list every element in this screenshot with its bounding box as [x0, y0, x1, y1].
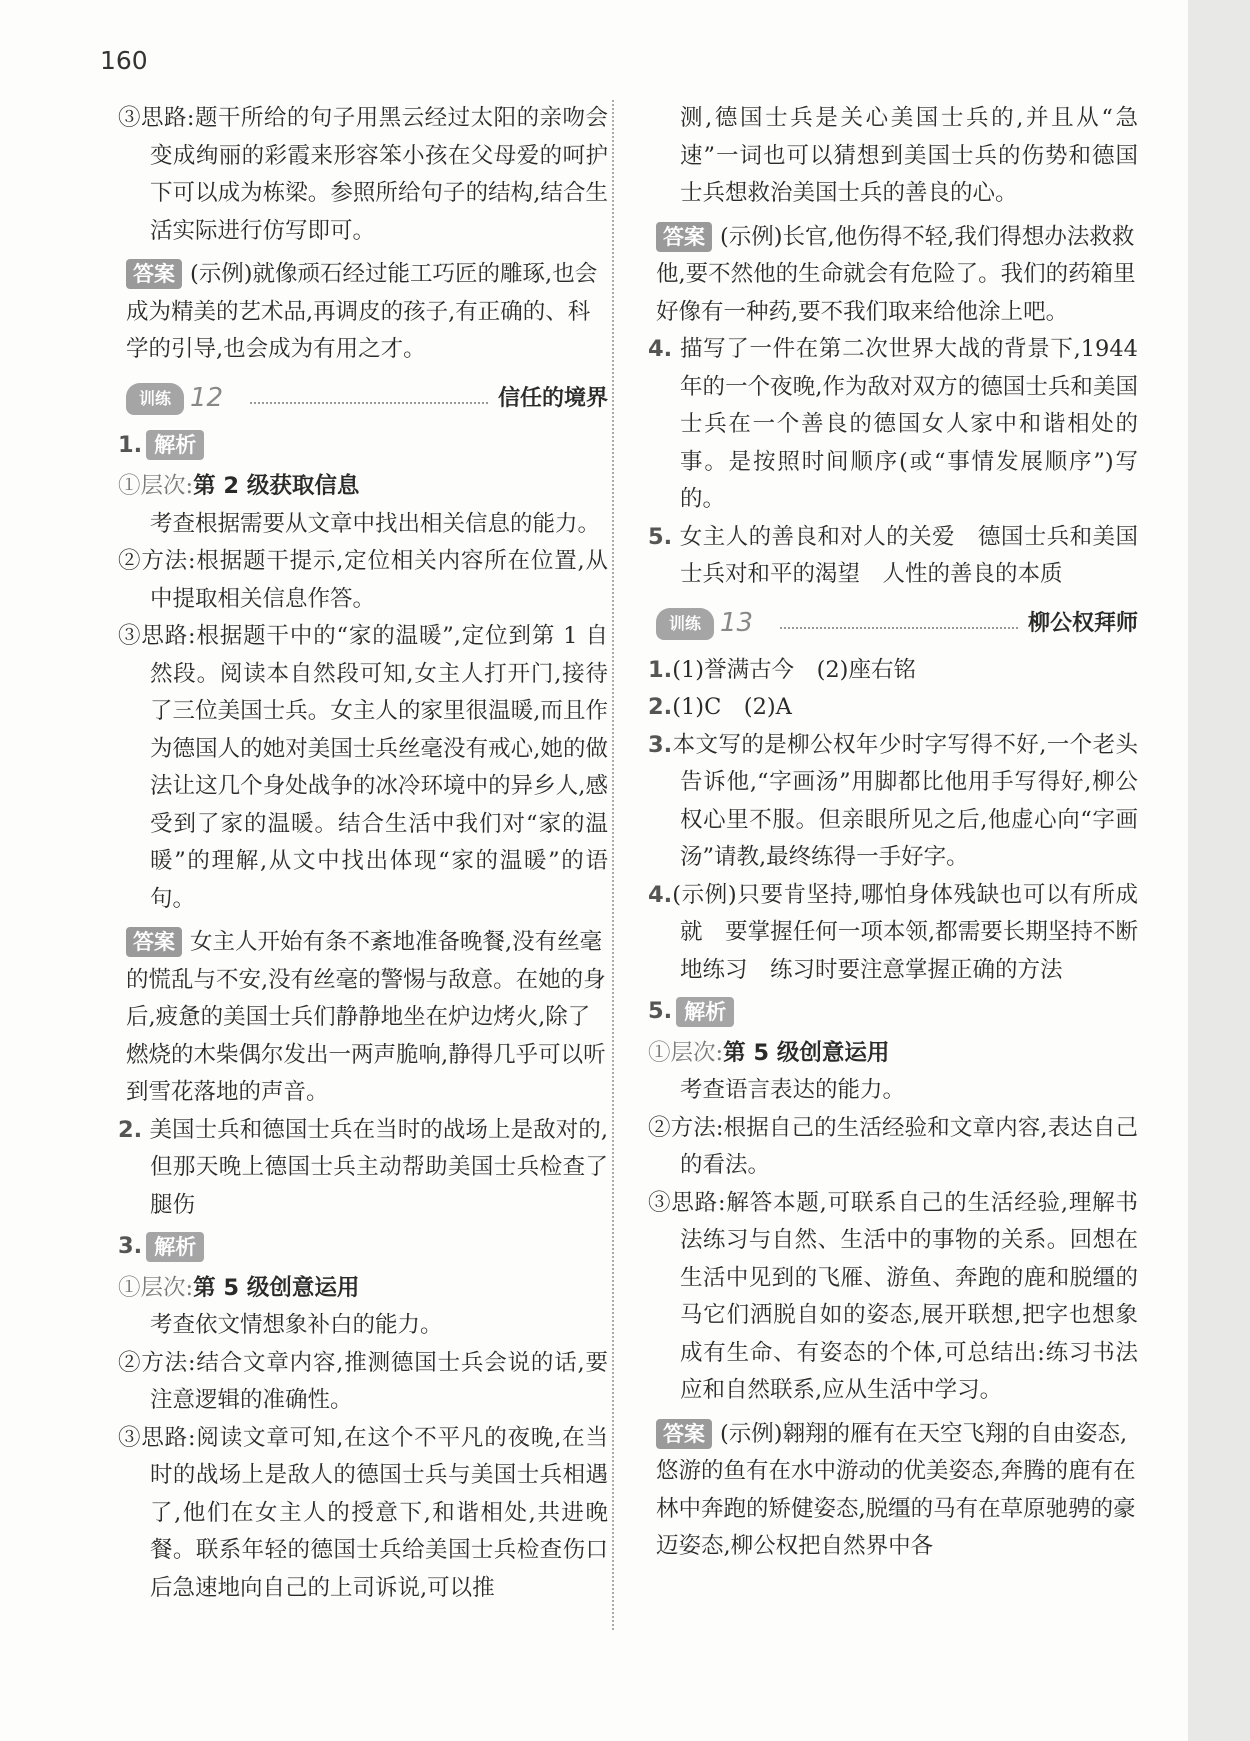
- answer-1: 1.(1)誉满古今 (2)座右铭: [648, 656, 916, 683]
- section-header-13: [648, 602, 1138, 646]
- answer-block: [648, 1416, 1138, 1566]
- thought-paragraph: ③思路:解答本题,可联系自己的生活经验,理解书法练习与自然、生活中的事物的关系。回想在生活中见到的飞雁、游鱼、奔跑的鹿和脱缰的马它们洒脱自如的姿态,展开联想,把字也想象成有生命、有姿态的个体,可总结出:练习书法应和自然联系,应从生活中学习。: [648, 1189, 1138, 1403]
- question-number: 3.: [118, 1233, 143, 1259]
- answer-tag: 答案: [656, 222, 712, 252]
- answer-block: [648, 219, 1138, 332]
- column-divider: [612, 100, 614, 1630]
- thought-paragraph: ③思路:根据题干中的“家的温暖”,定位到第 1 自然段。阅读本自然段可知,女主人打开门,接待了三位美国士兵。女主人的家里很温暖,而且作为德国人的她对美国士兵丝毫没有戒心,她的做法让这几个身处战争的冰冷环境中的异乡人,感受到了家的温暖。结合生活中我们对“家的温暖”的理解,从文中找出体现“家的温暖”的语句。: [118, 623, 608, 912]
- analysis-tag: 解析: [146, 430, 204, 460]
- question-1-header: [118, 427, 608, 465]
- answer-tag: 答案: [656, 1419, 712, 1449]
- right-column: [648, 100, 1138, 1566]
- question-2: 2. 美国士兵和德国士兵在当时的战场上是敌对的,但那天晚上德国士兵主动帮助美国士兵检查了腿伤: [118, 1116, 609, 1218]
- answer-block: [118, 256, 608, 369]
- question-number: 5.: [648, 998, 673, 1024]
- answer-tag: 答案: [126, 927, 182, 957]
- analysis-tag: 解析: [146, 1232, 204, 1262]
- level-line: ①层次:第 2 级获取信息: [118, 473, 360, 499]
- page-edge-strip: [1188, 0, 1250, 1741]
- answer-text: 女主人开始有条不紊地准备晚餐,没有丝毫的慌乱与不安,没有丝毫的警惕与敌意。在她的身后,疲惫的美国士兵们静静地坐在炉边烤火,除了燃烧的木柴偶尔发出一两声脆响,静得几乎可以听到雪花落地的声音。: [126, 929, 606, 1105]
- dotted-leader: [250, 402, 488, 404]
- thought-paragraph: ③思路:题干所给的句子用黑云经过太阳的亲吻会变成绚丽的彩霞来形容笨小孩在父母爱的呵护下可以成为栋梁。参照所给句子的结构,结合生活实际进行仿写即可。: [118, 105, 608, 244]
- level-description: 考查根据需要从文章中找出相关信息的能力。: [150, 510, 601, 537]
- dotted-leader: [780, 627, 1018, 629]
- left-column: [118, 100, 608, 1607]
- section-title: 信任的境界: [497, 385, 608, 411]
- question-5: 5. 女主人的善良和对人的关爱 德国士兵和美国士兵对和平的渴望 人性的善良的本质: [648, 523, 1138, 587]
- section-header-12: [118, 377, 608, 421]
- question-5-header: [648, 993, 1138, 1031]
- page-number: 160: [100, 46, 148, 75]
- thought-paragraph: ③思路:阅读文章可知,在这个不平凡的夜晚,在当时的战场上是敌人的德国士兵与美国士兵相遇了,他们在女主人的授意下,和谐相处,共进晚餐。联系年轻的德国士兵给美国士兵检查伤口后急速地向自己的上司诉说,可以推: [118, 1424, 608, 1601]
- level-line: ①层次:第 5 级创意运用: [648, 1039, 890, 1066]
- answer-block: [118, 924, 608, 1112]
- continued-paragraph: 测,德国士兵是关心美国士兵的,并且从“急速”一词也可以猜想到美国士兵的伤势和德国士兵想救治美国士兵的善良的心。: [680, 105, 1138, 206]
- analysis-tag: 解析: [676, 997, 734, 1027]
- answer-text: (示例)就像顽石经过能工巧匠的雕琢,也会成为精美的艺术品,再调皮的孩子,有正确的、科学的引导,也会成为有用之才。: [126, 261, 598, 362]
- answer-text: (示例)长官,他伤得不轻,我们得想办法救救他,要不然他的生命就会有危险了。我们的药箱里好像有一种药,要不我们取来给他涂上吧。: [656, 223, 1136, 325]
- method-paragraph: ②方法:结合文章内容,推测德国士兵会说的话,要注意逻辑的准确性。: [118, 1349, 608, 1413]
- answer-4: 4.(示例)只要肯坚持,哪怕身体残缺也可以有所成就 要掌握任何一项本领,都需要长期坚持不断地练习 练习时要注意掌握正确的方法: [648, 881, 1138, 983]
- method-paragraph: ②方法:根据自己的生活经验和文章内容,表达自己的看法。: [648, 1114, 1138, 1178]
- training-badge: 训练: [656, 608, 714, 640]
- answer-2: 2.(1)C (2)A: [648, 694, 792, 720]
- question-number: 1.: [118, 431, 143, 458]
- level-line: ①层次:第 5 级创意运用: [118, 1274, 360, 1301]
- answer-3: 3.本文写的是柳公权年少时字写得不好,一个老头告诉他,“字画汤”用脚都比他用手写得好,柳公权心里不服。但亲眼所见之后,他虚心向“字画汤”请教,最终练得一手好字。: [648, 731, 1138, 870]
- section-number: 13: [720, 607, 754, 638]
- answer-tag: 答案: [126, 259, 182, 289]
- section-number: 12: [190, 382, 224, 413]
- training-badge: 训练: [126, 383, 184, 415]
- section-title: 柳公权拜师: [1027, 610, 1138, 636]
- answer-text: (示例)翱翔的雁有在天空飞翔的自由姿态,悠游的鱼有在水中游动的优美姿态,奔腾的鹿有在林中奔跑的矫健姿态,脱缰的马有在草原驰骋的豪迈姿态,柳公权把自然界中各: [656, 1420, 1136, 1559]
- question-3-header: [118, 1228, 608, 1266]
- question-4: 4. 描写了一件在第二次世界大战的背景下,1944 年的一个夜晚,作为敌对双方的德国士兵和美国士兵在一个善良的德国女人家中和谐相处的事。是按照时间顺序(或“事情发展顺序”)写的。: [648, 336, 1138, 512]
- level-description: 考查依文情想象补白的能力。: [150, 1312, 443, 1338]
- level-description: 考查语言表达的能力。: [680, 1077, 906, 1103]
- method-paragraph: ②方法:根据题干提示,定位相关内容所在位置,从中提取相关信息作答。: [118, 548, 608, 612]
